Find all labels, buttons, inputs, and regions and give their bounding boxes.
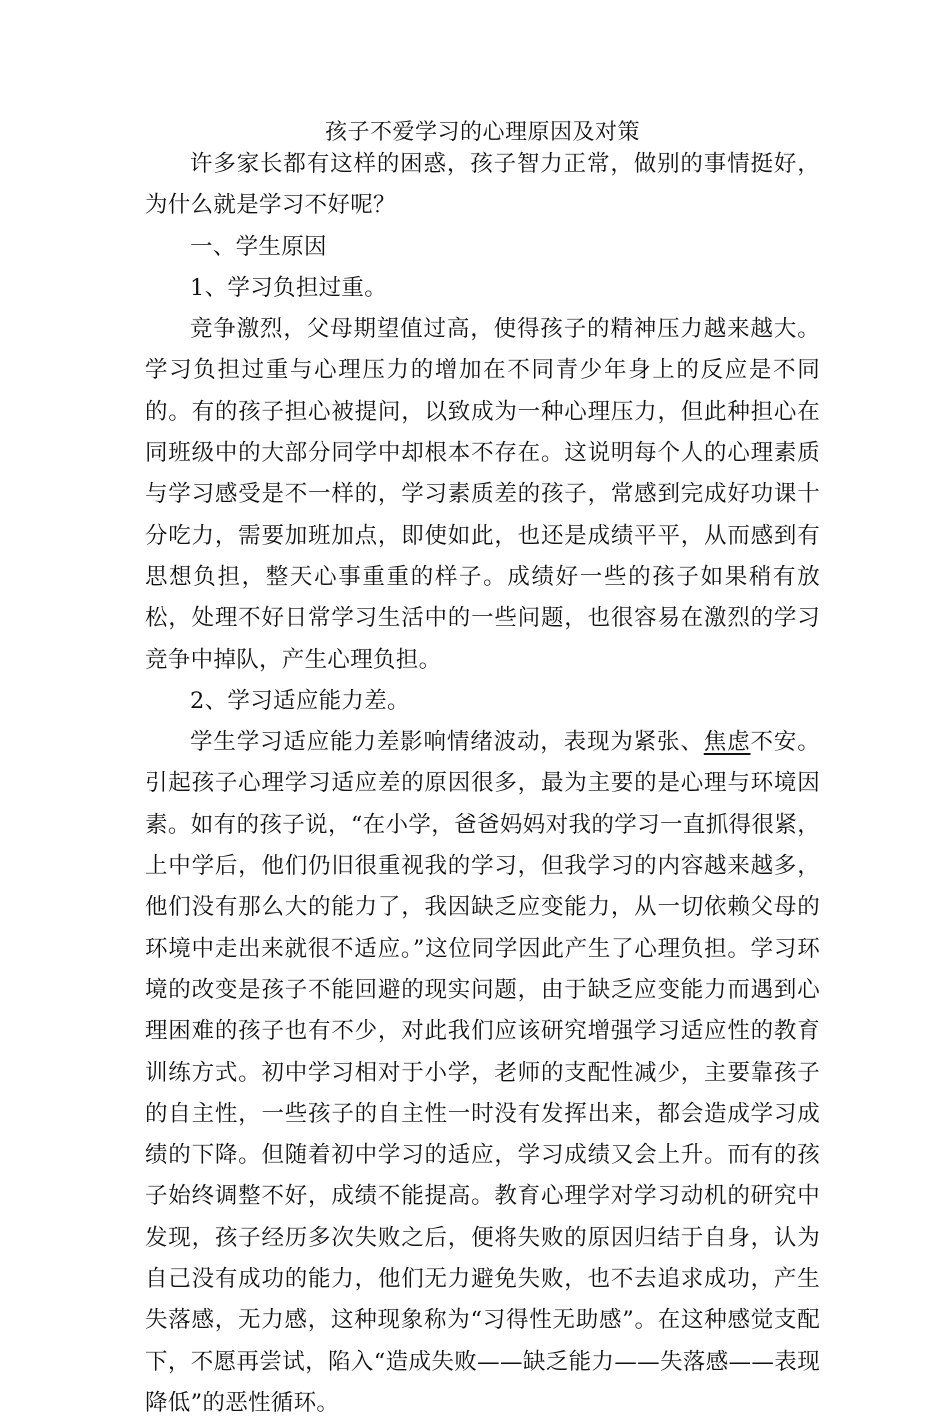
document-page bbox=[145, 118, 820, 1424]
item-body-poor-adaptation bbox=[145, 722, 820, 1424]
item-body-poor-adaptation-part-a: 学生学习适应能力差影响情绪波动，表现为紧张、 bbox=[190, 729, 704, 756]
item-body-heavy-burden: 竞争激烈，父母期望值过高，使得孩子的精神压力越来越大。学习负担过重与心理压力的增加在不同青少年身上的反应是不同的。有的孩子担心被提问，以致成为一种心理压力，但此种担心在同班级中的大部分同学中却根本不存在。这说明每个人的心理素质与学习感受是不一样的，学习素质差的孩子，常感到完成好功课十分吃力，需要加班加点，即使如此，也还是成绩平平，从而感到有思想负担，整天心事重重的样子。成绩好一些的孩子如果稍有放松，处理不好日常学习生活中的一些问题，也很容易在激烈的学习竞争中掉队，产生心理负担。 bbox=[145, 316, 820, 673]
item-body-poor-adaptation-part-b: 不安。引起孩子心理学习适应差的原因很多，最为主要的是心理与环境因素。如有的孩子说，“在小学，爸爸妈妈对我的学习一直抓得很紧，上中学后，他们仍旧很重视我的学习，但我学习的内容越来越多，他们没有那么大的能力了，我因缺乏应变能力，从一切依赖父母的环境中走出来就很不适应。”这位同学因此产生了心理负担。学习环境的改变是孩子不能回避的现实问题，由于缺乏应变能力而遇到心理困难的孩子也有不少，对此我们应该研究增强学习适应性的教育训练方式。初中学习相对于小学，老师的支配性减少，主要靠孩子的自主性，一些孩子的自主性一时没有发挥出来，都会造成学习成绩的下降。但随着初中学习的适应，学习成绩又会上升。而有的孩子始终调整不好，成绩不能提高。教育心理学对学习动机的研究中发现，孩子经历多次失败之后，便将失败的原因归结于自身，认为自己没有成功的能力，他们无力避免失败，也不去追求成功，产生失落感，无力感，这种现象称为“习得性无助感”。在这种感觉支配下，不愿再尝试，陷入“造成失败——缺乏能力——失落感——表现降低”的恶性循环。 bbox=[145, 729, 820, 1416]
intro-paragraph: 许多家长都有这样的困惑，孩子智力正常，做别的事情挺好，为什么就是学习不好呢？ bbox=[145, 151, 820, 219]
section-heading-student-reasons: 一、学生原因 bbox=[190, 233, 327, 260]
document-title: 孩子不爱学习的心理原因及对策 bbox=[324, 120, 640, 145]
item-heading-heavy-burden: 1、学习负担过重。 bbox=[190, 274, 388, 301]
underlined-term-anxiety: 焦虑 bbox=[703, 729, 751, 756]
item-heading-poor-adaptation: 2、学习适应能力差。 bbox=[190, 687, 410, 714]
